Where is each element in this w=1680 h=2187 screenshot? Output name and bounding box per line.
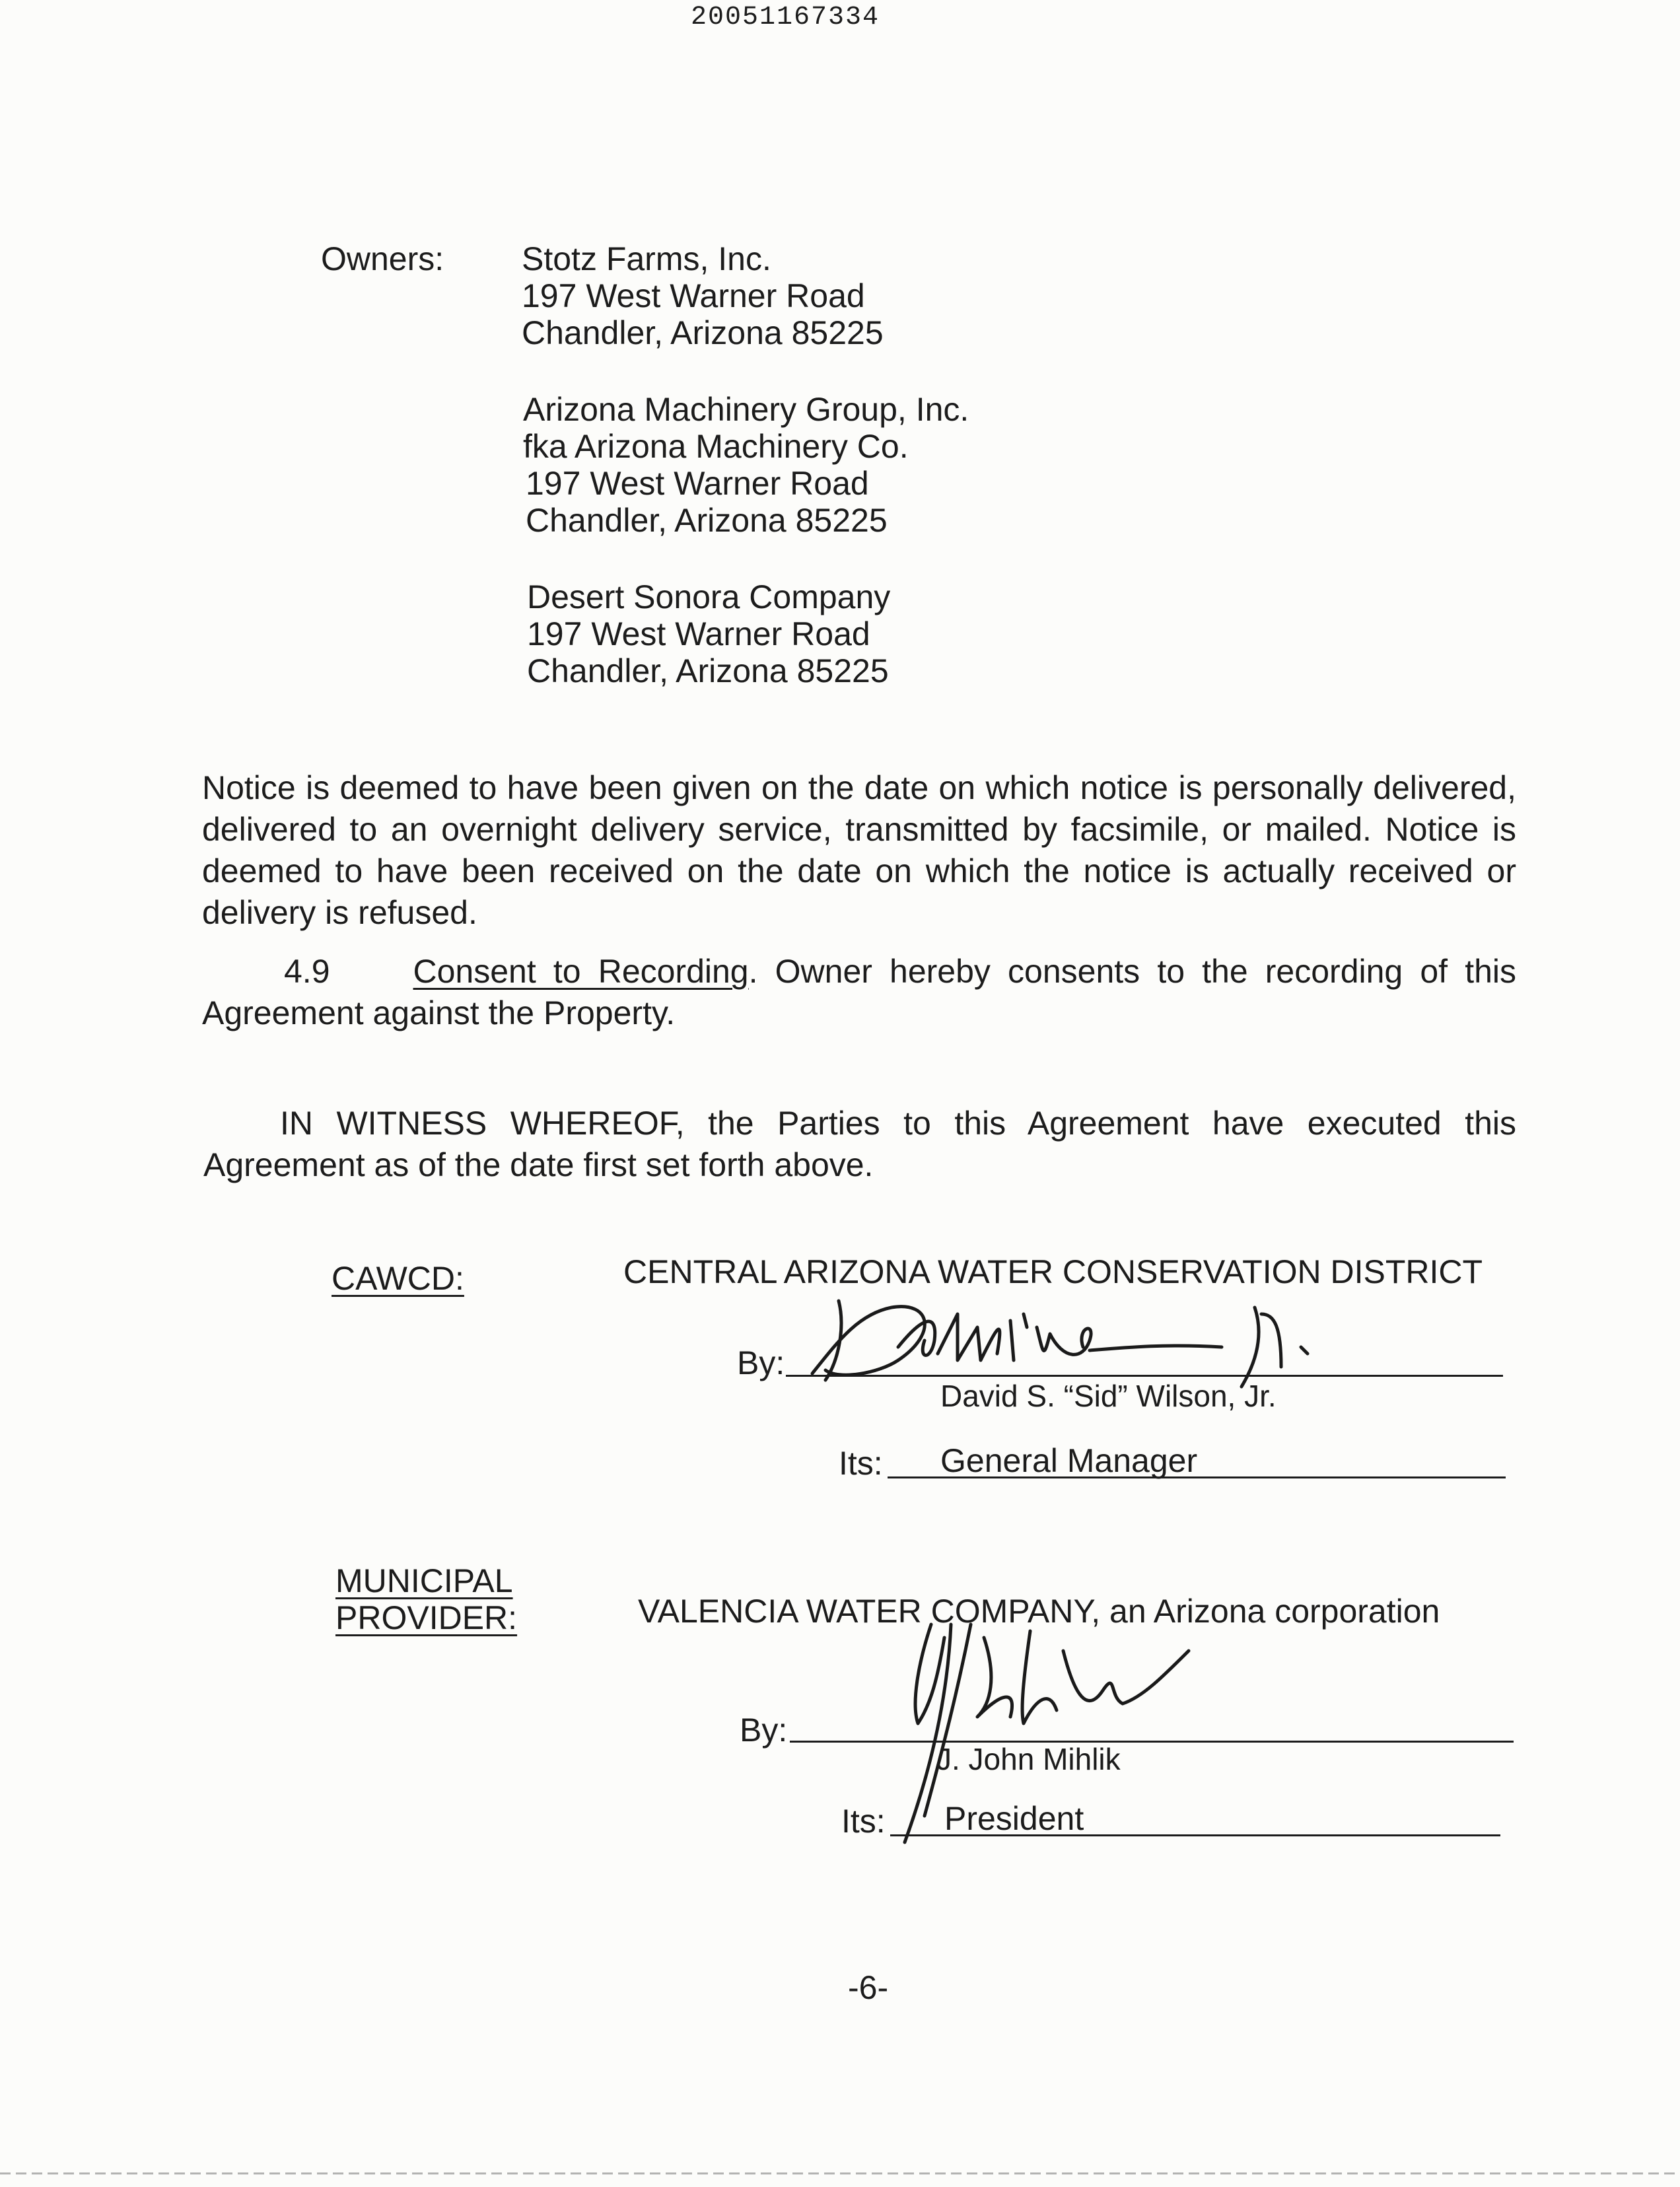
document-number: 20051167334	[691, 3, 880, 32]
owners-label: Owners:	[321, 240, 444, 277]
section-number: 4.9	[284, 953, 330, 990]
municipal-entity-name: VALENCIA WATER COMPANY, an Arizona corporation	[638, 1593, 1440, 1630]
municipal-party-label-line1: MUNICIPAL	[335, 1562, 513, 1599]
owner-street: 197 West Warner Road	[527, 615, 870, 652]
owner-city: Chandler, Arizona 85225	[527, 652, 889, 689]
section-heading: Consent to Recording	[413, 953, 749, 990]
notice-paragraph: Notice is deemed to have been given on the date on which notice is personally delivered, delivered to an overnight delivery service, transmitted by facsimile, or mailed. Notice is deemed to have been received on the date on which the notice is actually received or delivery is refused.	[202, 769, 1516, 931]
page-number: -6-	[848, 1969, 889, 2006]
cawcd-by-label: By:	[737, 1344, 785, 1381]
cawcd-entity-name: CENTRAL ARIZONA WATER CONSERVATION DISTRICT	[623, 1253, 1483, 1290]
scan-edge-line	[0, 2172, 1680, 2174]
section-text: . Owner hereby consents to the recording of this Agreement against the Property.	[202, 953, 1517, 1031]
owner-street: 197 West Warner Road	[522, 277, 865, 314]
cawcd-its-label: Its:	[839, 1445, 883, 1482]
witness-text: IN WITNESS WHEREOF, the Parties to this Agreement have executed this Agreement as of the date first set forth above.	[203, 1105, 1516, 1183]
cawcd-signer-title: General Manager	[940, 1442, 1198, 1479]
cawcd-signer-name: David S. “Sid” Wilson, Jr.	[940, 1379, 1277, 1413]
owner-name: Desert Sonora Company	[527, 578, 891, 615]
municipal-by-label: By:	[740, 1712, 788, 1749]
municipal-party-label-line2: PROVIDER:	[335, 1599, 518, 1636]
owner-name: Stotz Farms, Inc.	[522, 240, 771, 277]
owner-city: Chandler, Arizona 85225	[522, 314, 884, 351]
owner-street: 197 West Warner Road	[526, 465, 869, 502]
cawcd-party-label: CAWCD:	[332, 1260, 464, 1297]
section-4-9	[202, 951, 1516, 1034]
municipal-its-label: Its:	[841, 1803, 886, 1840]
owner-name: Arizona Machinery Group, Inc.	[523, 391, 969, 428]
municipal-signer-name: J. John Mihlik	[936, 1742, 1121, 1776]
owner-city: Chandler, Arizona 85225	[526, 502, 888, 539]
municipal-signer-title: President	[944, 1800, 1084, 1837]
witness-paragraph	[203, 1103, 1516, 1186]
owner-former-name: fka Arizona Machinery Co.	[523, 428, 909, 465]
